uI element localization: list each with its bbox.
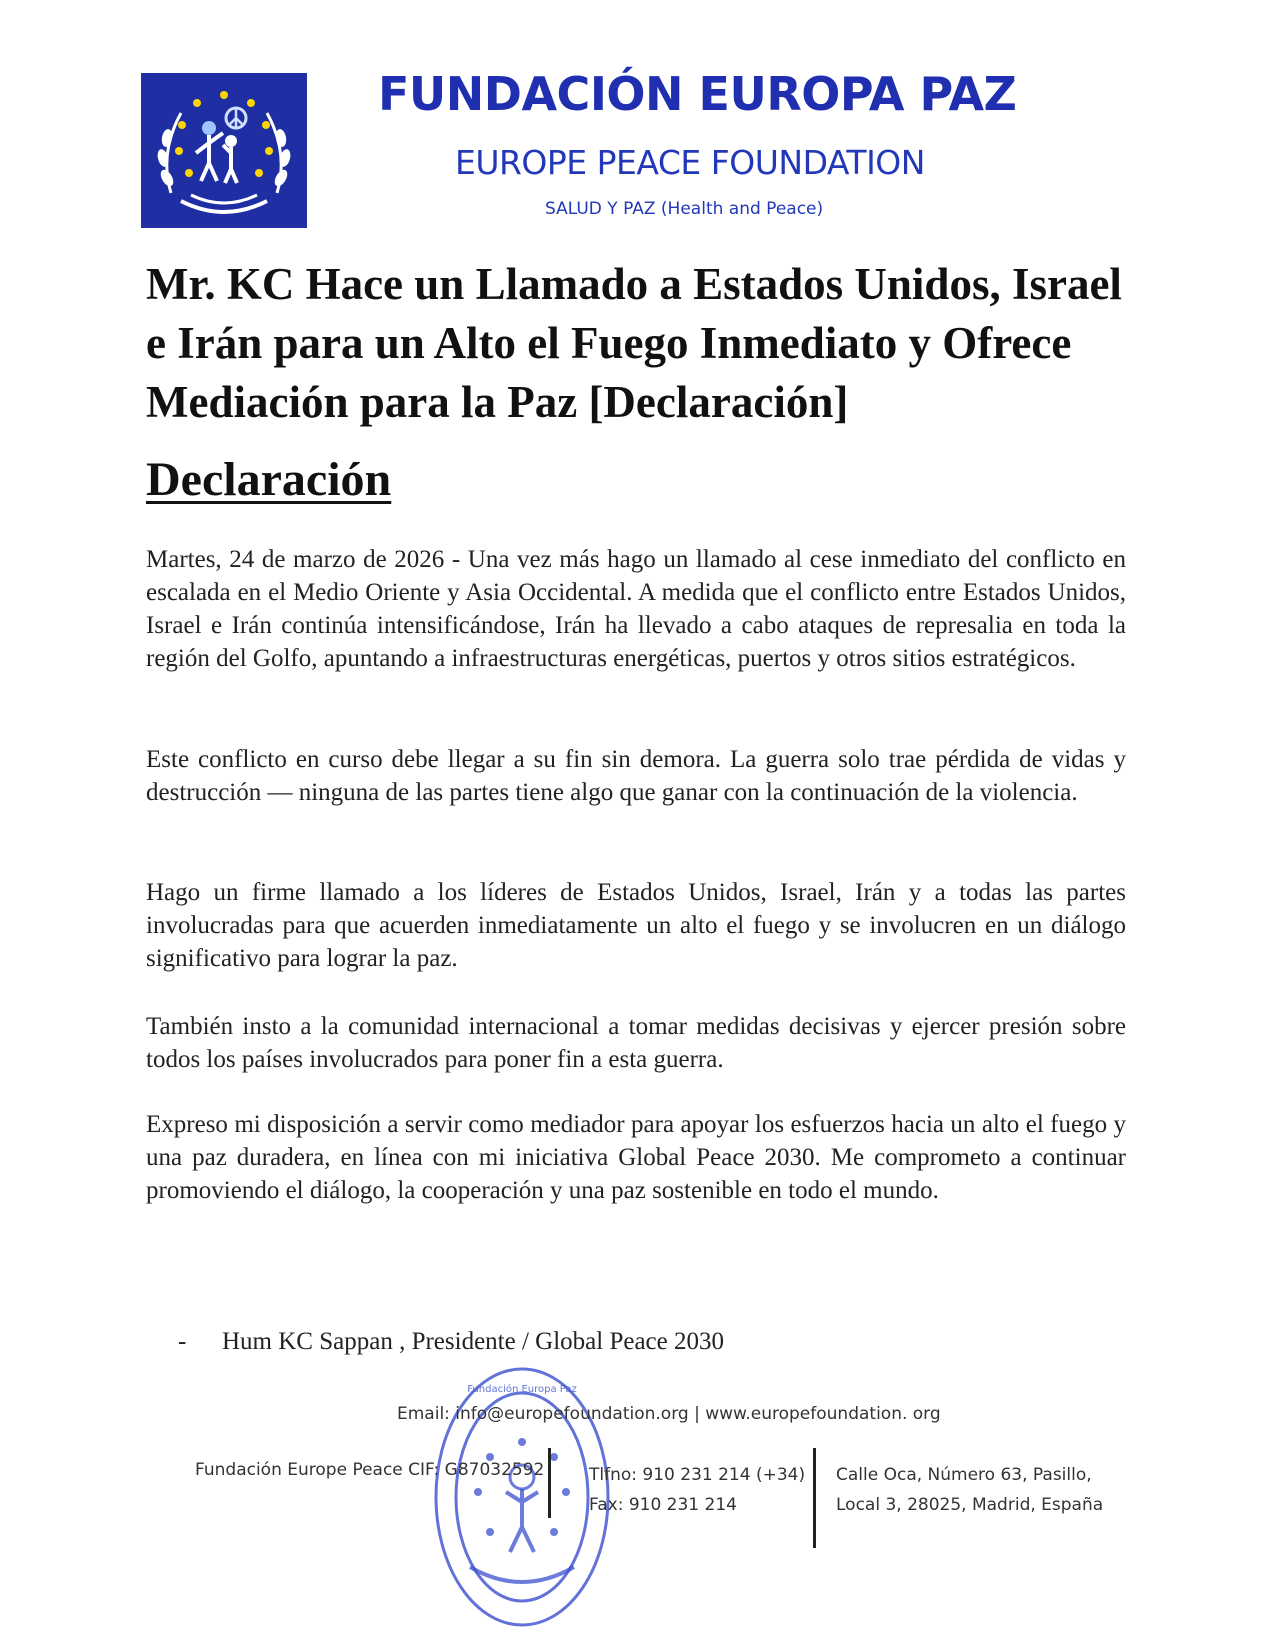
footer-organization-id: Fundación Europe Peace CIF: G87032592 <box>195 1460 545 1480</box>
press-release-headline: Mr. KC Hace un Llamado a Estados Unidos, Israel e Irán para un Alto el Fuego Inmediato y Ofrece Mediación para la Paz [Declaración] <box>146 259 1122 427</box>
logo-emblem-icon <box>141 73 307 228</box>
body-paragraph: Este conflicto en curso debe llegar a su fin sin demora. La guerra solo trae pérdida de vidas y destrucción — ninguna de las partes tiene algo que ganar con la continuación de la violencia. <box>146 746 1126 806</box>
footer-phone-fax <box>589 1460 805 1520</box>
stamp-text: Fundación Europa Paz <box>467 1384 577 1395</box>
body-paragraph: También insto a la comunidad internacional a tomar medidas decisivas y ejercer presión sobre todos los países involucrados para poner fin a esta guerra. <box>146 1013 1126 1073</box>
footer-phone: Tlfno: 910 231 214 (+34) <box>589 1465 806 1485</box>
footer-fax: Fax: 910 231 214 <box>589 1495 737 1515</box>
body-paragraph: Hago un firme llamado a los líderes de Estados Unidos, Israel, Irán y a todas las partes involucradas para que acuerden inmediatamente un alto el fuego y se involucren en un diálogo significativo para lograr la paz. <box>146 879 1126 972</box>
footer-divider <box>548 1448 551 1518</box>
footer-contact: Email: info@europefoundation.org | www.europefoundation. org <box>397 1404 941 1424</box>
body-paragraph: Expreso mi disposición a servir como mediador para apoyar los esfuerzos hacia un alto el fuego y una paz duradera, en línea con mi iniciativa Global Peace 2030. Me comprometo a continuar promoviendo el diálogo, la cooperación y una paz sostenible en todo el mundo. <box>146 1111 1126 1204</box>
footer-divider <box>813 1448 816 1548</box>
organization-tagline: SALUD Y PAZ (Health and Peace) <box>545 199 824 219</box>
body-paragraph: Martes, 24 de marzo de 2026 - Una vez más hago un llamado al cese inmediato del conflicto en escalada en el Medio Oriente y Asia Occidental. A medida que el conflicto entre Estados Unidos, Israel e Irán continúa intensificándose, Irán ha llevado a cabo ataques de represalia en toda la región del Golfo, apuntando a infraestructuras energéticas, puertos y otros sitios estratégicos. <box>146 546 1126 672</box>
signature-dash: - <box>178 1328 187 1355</box>
footer-address-line-2: Local 3, 28025, Madrid, España <box>836 1495 1104 1515</box>
footer-address <box>836 1460 1103 1520</box>
organization-title: FUNDACIÓN EUROPA PAZ <box>378 67 1017 121</box>
section-title: Declaración <box>146 453 392 506</box>
footer-address-line-1: Calle Oca, Número 63, Pasillo, <box>836 1465 1092 1485</box>
organization-subtitle: EUROPE PEACE FOUNDATION <box>455 143 925 182</box>
foundation-logo <box>141 73 307 228</box>
signature-line <box>178 1328 724 1356</box>
foundation-stamp-icon <box>430 1362 615 1632</box>
signature-text: Hum KC Sappan , Presidente / Global Peace 2030 <box>222 1328 724 1355</box>
